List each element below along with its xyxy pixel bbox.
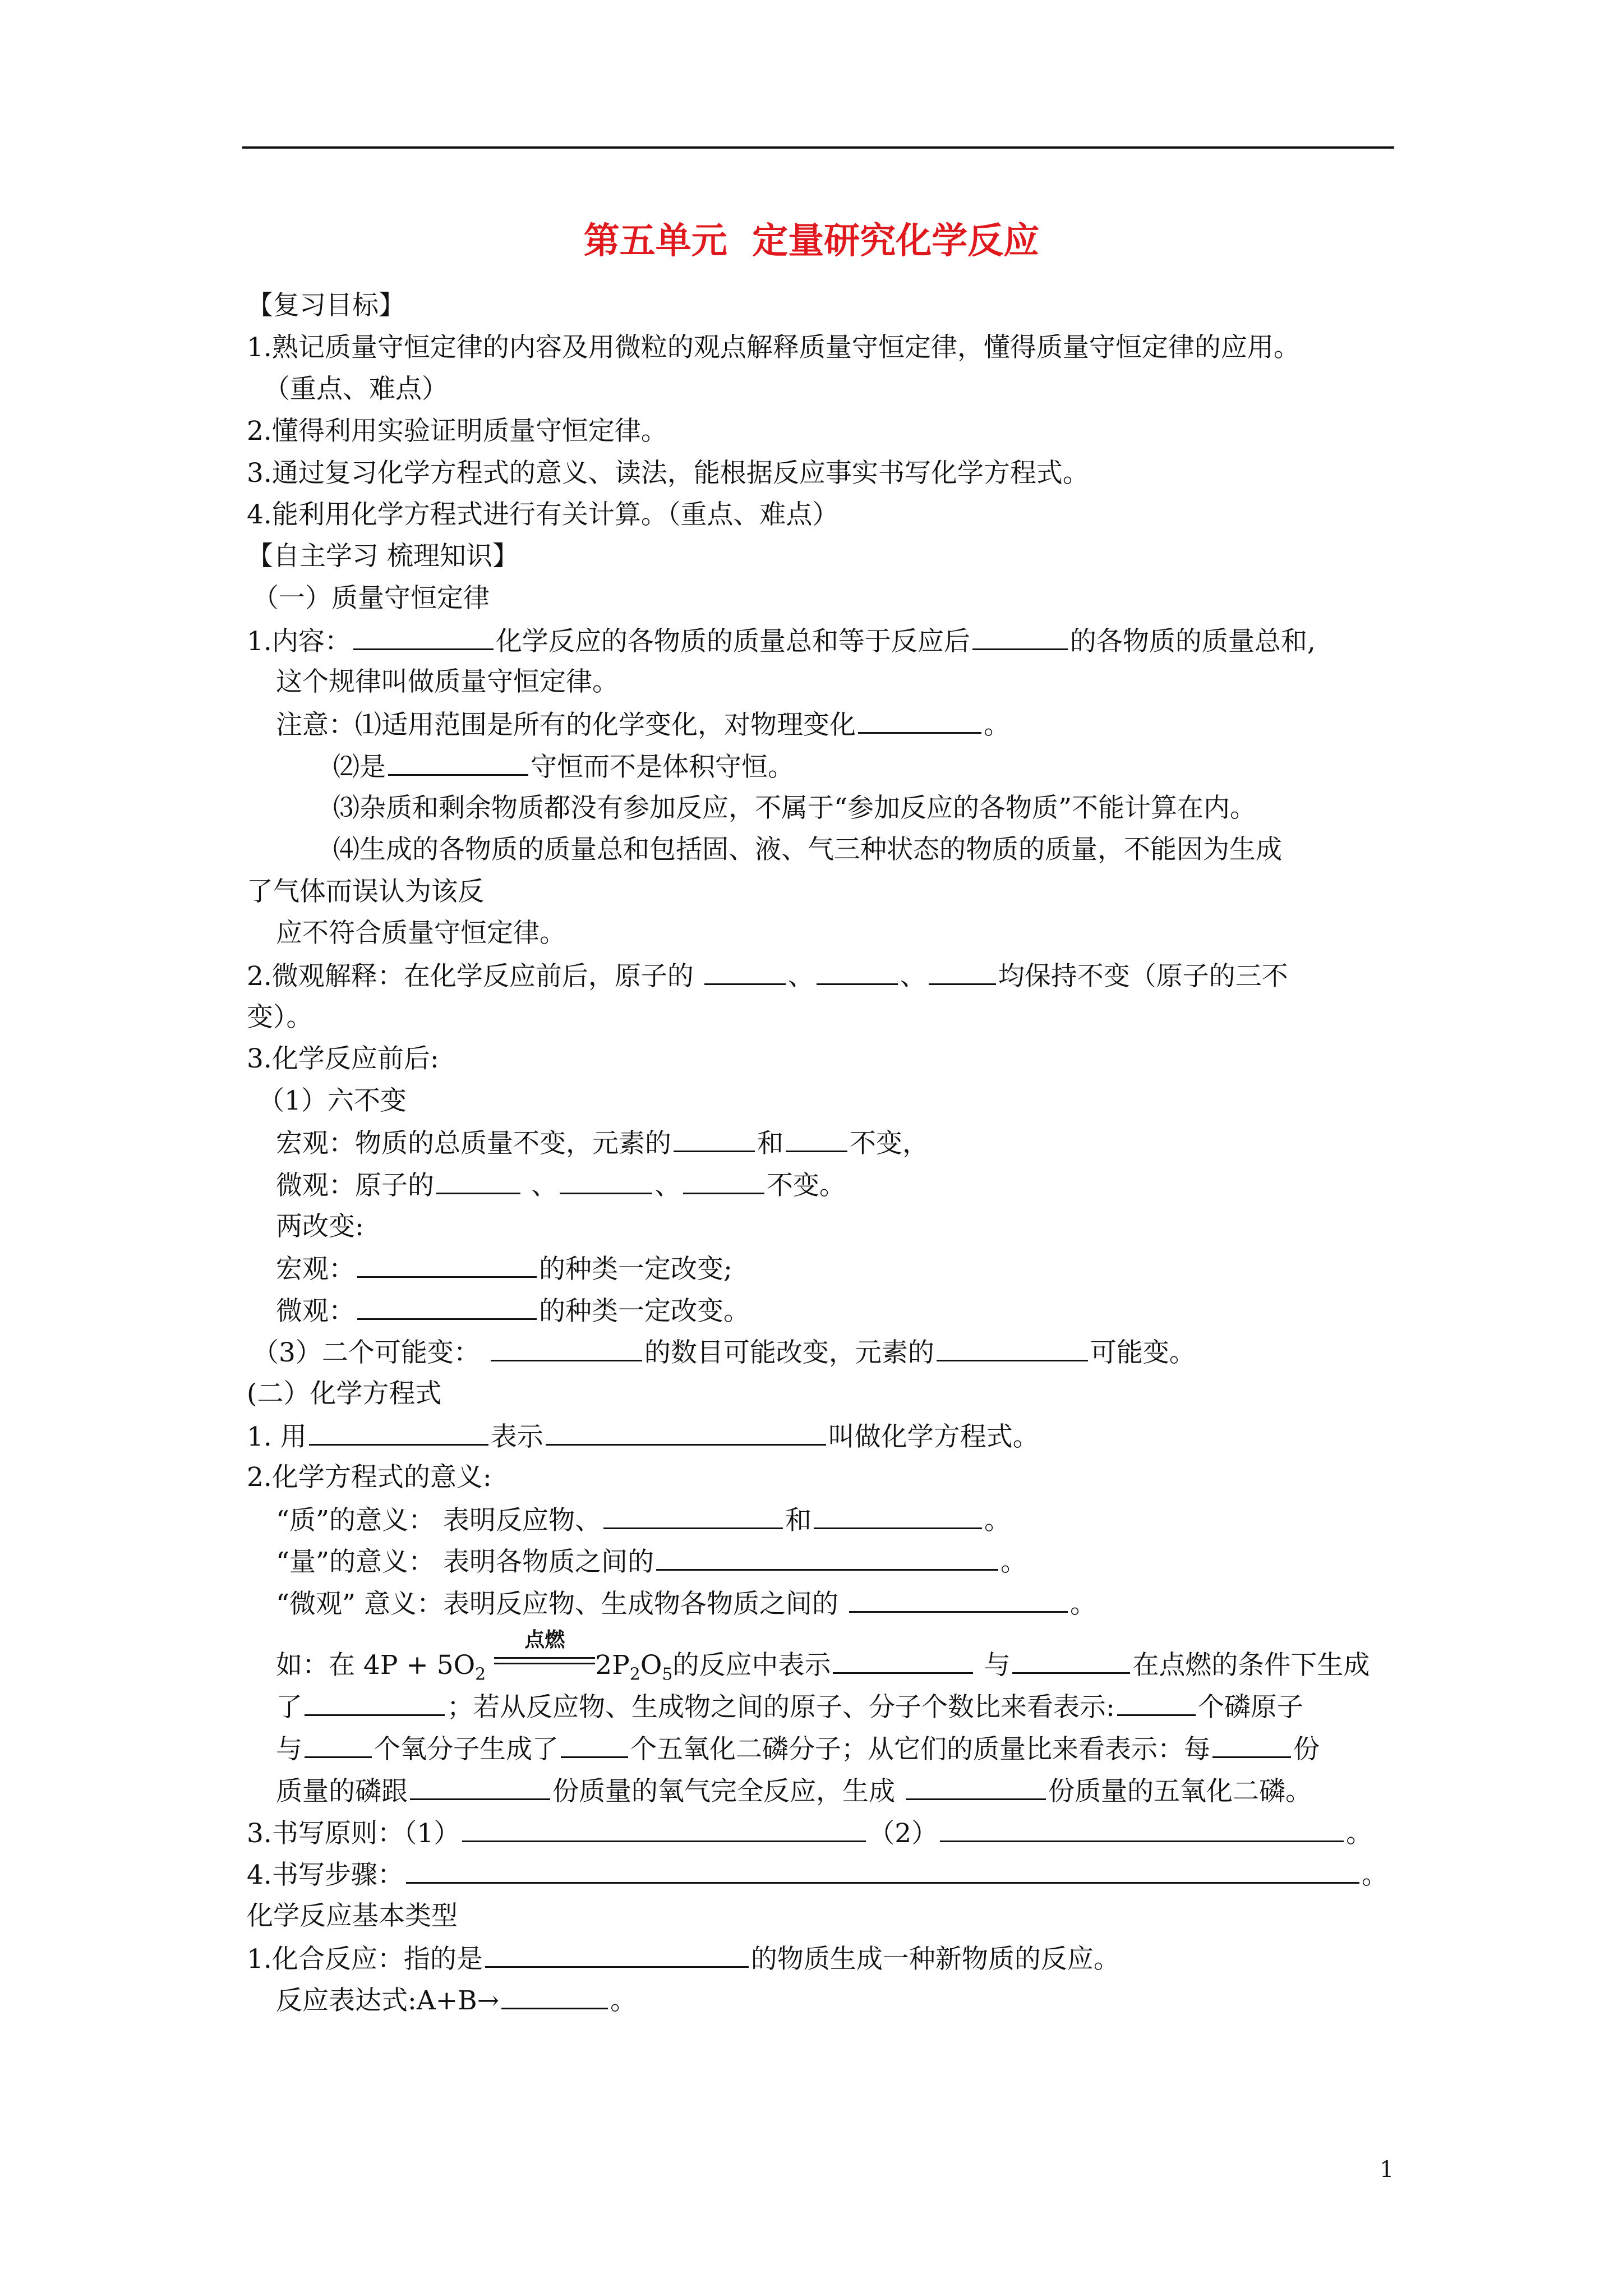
blank[interactable] xyxy=(436,1167,520,1194)
note-4: ⑷生成的各物质的质量总和包括固、液、气三种状态的物质的质量，不能因为生成 xyxy=(333,834,1282,865)
example-line-2 xyxy=(276,1688,1303,1726)
meaning-text: “量”的意义： 表明各物质之间的 xyxy=(276,1547,654,1577)
principle-text: 3.书写原则：（1） xyxy=(247,1818,460,1849)
blank[interactable] xyxy=(940,1815,1344,1842)
self-study-heading: 【自主学习 梳理知识】 xyxy=(247,541,519,572)
content-line-2: 这个规律叫做质量守恒定律。 xyxy=(276,666,619,697)
blank[interactable] xyxy=(849,1585,1068,1613)
blank[interactable] xyxy=(462,1815,866,1842)
blank[interactable] xyxy=(814,1502,982,1529)
page-title: 第五单元 定量研究化学反应 xyxy=(583,220,1040,262)
note-text: ⑵是 xyxy=(333,752,386,783)
two-changes: 两改变: xyxy=(276,1211,364,1242)
arrow-line xyxy=(494,1663,595,1664)
may-change-text: 的数目可能改变，元素的 xyxy=(644,1337,934,1368)
blank[interactable] xyxy=(485,1940,749,1968)
note-4-cont2: 应不符合质量守恒定律。 xyxy=(276,918,566,949)
blank[interactable] xyxy=(786,1125,847,1152)
example-text: 个五氧化二磷分子；从它们的质量比来看表示：每 xyxy=(630,1734,1210,1765)
arrow-line xyxy=(494,1657,595,1659)
blank[interactable] xyxy=(817,958,898,985)
separator: 、 xyxy=(787,961,814,992)
blank[interactable] xyxy=(546,1418,826,1446)
meaning-text: 。 xyxy=(1069,1589,1096,1619)
example-text: 如：在 4P + 5O xyxy=(276,1650,476,1681)
separator: 、 xyxy=(900,961,926,992)
example-text: 份 xyxy=(1293,1734,1320,1765)
example-text: 2P xyxy=(595,1650,630,1681)
expression-text: 。 xyxy=(610,1985,637,2016)
example-text: 个氧分子生成了 xyxy=(374,1734,559,1765)
example-text: 与 xyxy=(276,1734,302,1765)
micro-text: 均保持不变（原子的三不 xyxy=(998,961,1288,992)
example-line-3 xyxy=(276,1731,1320,1768)
equation-meaning-heading: 2.化学方程式的意义: xyxy=(247,1462,492,1493)
micro-changed xyxy=(276,1292,750,1329)
subscript: 5 xyxy=(662,1664,673,1685)
example-line-4 xyxy=(276,1773,1312,1810)
six-unchanged: （1）六不变 xyxy=(258,1085,407,1116)
note-text: 守恒而不是体积守恒。 xyxy=(531,752,794,783)
content-text: 的各物质的质量总和, xyxy=(1069,626,1316,657)
macro-text: 不变， xyxy=(850,1128,929,1159)
blank[interactable] xyxy=(501,1982,608,2009)
macro-unchanged xyxy=(276,1125,929,1162)
separator: 、 xyxy=(531,1170,557,1201)
blank[interactable] xyxy=(833,1646,973,1674)
reaction-arrow xyxy=(494,1628,595,1674)
content-line-1 xyxy=(247,623,1316,660)
note-4-cont: 了气体而误认为该反 xyxy=(247,876,484,907)
meaning-text: 。 xyxy=(984,1505,1011,1536)
blank[interactable] xyxy=(972,623,1068,650)
blank[interactable] xyxy=(491,1334,642,1361)
principle-text: 。 xyxy=(1346,1818,1373,1849)
blank[interactable] xyxy=(1212,1731,1291,1758)
eq-text: 叫做化学方程式。 xyxy=(828,1421,1039,1452)
content-label: 1.内容： xyxy=(247,626,351,657)
blank[interactable] xyxy=(858,706,981,734)
blank[interactable] xyxy=(1117,1688,1196,1716)
note-3: ⑶杂质和剩余物质都没有参加反应，不属于“参加反应的各物质”不能计算在内。 xyxy=(333,793,1257,823)
meaning-micro xyxy=(276,1585,1096,1622)
note-1 xyxy=(276,706,1010,743)
blank[interactable] xyxy=(309,1418,488,1446)
objective-3: 3.通过复习化学方程式的意义、读法，能根据反应事实书写化学方程式。 xyxy=(247,458,1089,489)
section-equations: (二）化学方程式 xyxy=(247,1378,442,1409)
writing-principles xyxy=(247,1815,1372,1852)
example-text: 个磷原子 xyxy=(1197,1692,1303,1723)
blank[interactable] xyxy=(704,958,786,985)
example-text: 份质量的氧气完全反应，生成 xyxy=(552,1776,895,1807)
example-text: 的反应中表示 xyxy=(672,1650,831,1681)
blank[interactable] xyxy=(674,1125,755,1152)
header-rule xyxy=(242,146,1394,149)
eq-text: 表示 xyxy=(490,1421,543,1452)
meaning-text: 和 xyxy=(785,1505,811,1536)
objective-1: 1.熟记质量守恒定律的内容及用微粒的观点解释质量守恒定律，懂得质量守恒定律的应用。 xyxy=(247,332,1300,363)
blank[interactable] xyxy=(603,1502,783,1529)
note-text: 注意：⑴适用范围是所有的化学变化，对物理变化 xyxy=(276,710,856,740)
writing-steps xyxy=(247,1856,1388,1893)
micro-text: 2.微观解释：在化学反应前后，原子的 xyxy=(247,961,694,992)
page-number: 1 xyxy=(1380,2157,1394,2183)
micro-text: 微观： xyxy=(276,1296,355,1327)
blank[interactable] xyxy=(929,958,996,985)
blank[interactable] xyxy=(656,1543,998,1571)
note-2 xyxy=(333,748,794,785)
meaning-text: “质”的意义： 表明反应物、 xyxy=(276,1505,601,1536)
section-mass-conservation: （一）质量守恒定律 xyxy=(252,583,490,614)
eq-text: 1. 用 xyxy=(247,1421,307,1452)
macro-text: 和 xyxy=(757,1128,783,1159)
objective-4: 4.能利用化学方程式进行有关计算。（重点、难点） xyxy=(247,499,839,530)
meaning-quantity xyxy=(276,1543,1027,1580)
objective-1-note: （重点、难点） xyxy=(264,374,448,404)
micro-text: 不变。 xyxy=(766,1170,846,1201)
micro-explanation xyxy=(247,958,1288,995)
blank[interactable] xyxy=(906,1773,1046,1800)
blank[interactable] xyxy=(937,1334,1088,1361)
blank[interactable] xyxy=(561,1731,628,1758)
combination-reaction xyxy=(247,1940,1120,1977)
blank[interactable] xyxy=(406,1856,1359,1884)
combination-expression xyxy=(276,1982,637,2019)
blank[interactable] xyxy=(353,623,494,650)
example-text: 与 xyxy=(984,1650,1011,1681)
macro-text: 的种类一定改变; xyxy=(539,1254,732,1285)
blank[interactable] xyxy=(683,1167,764,1194)
condition-label: 点燃 xyxy=(524,1628,565,1651)
meaning-text: “微观” 意义：表明反应物、生成物各物质之间的 xyxy=(276,1589,838,1619)
equation-definition xyxy=(247,1418,1039,1455)
example-text: ；若从反应物、生成物之间的原子、分子个数比来看表示: xyxy=(447,1692,1115,1723)
example-text: 质量的磷跟 xyxy=(276,1776,408,1807)
meaning-text: 。 xyxy=(1000,1547,1027,1577)
blank[interactable] xyxy=(388,748,528,776)
blank[interactable] xyxy=(305,1731,372,1758)
micro-text: 的种类一定改变。 xyxy=(539,1296,750,1327)
blank[interactable] xyxy=(357,1250,537,1278)
principle-text: （2） xyxy=(868,1818,938,1849)
separator: 、 xyxy=(654,1170,681,1201)
note-text: 。 xyxy=(984,710,1010,740)
macro-changed xyxy=(276,1250,732,1287)
meaning-quality xyxy=(276,1502,1011,1539)
subscript: 2 xyxy=(629,1664,640,1685)
may-change-text: （3）二个可能变： xyxy=(252,1337,480,1368)
example-text: 份质量的五氧化二磷。 xyxy=(1048,1776,1312,1807)
example-text: 了 xyxy=(276,1692,302,1723)
reaction-types-heading: 化学反应基本类型 xyxy=(247,1901,458,1931)
micro-unchanged xyxy=(276,1167,846,1204)
steps-text: 4.书写步骤： xyxy=(247,1860,404,1890)
blank[interactable] xyxy=(1012,1646,1130,1674)
blank[interactable] xyxy=(357,1292,537,1320)
steps-text: 。 xyxy=(1361,1860,1388,1890)
subscript: 2 xyxy=(475,1664,486,1685)
may-change xyxy=(252,1334,1196,1371)
blank[interactable] xyxy=(560,1167,652,1194)
macro-text: 宏观： xyxy=(276,1254,355,1285)
micro-explanation-cont: 变）。 xyxy=(247,1002,313,1033)
before-after-heading: 3.化学反应前后: xyxy=(247,1043,439,1074)
example-text: O xyxy=(640,1650,662,1681)
objective-2: 2.懂得利用实验证明质量守恒定律。 xyxy=(247,416,667,447)
content-text: 化学反应的各物质的质量总和等于反应后 xyxy=(495,626,970,657)
micro-text: 微观：原子的 xyxy=(276,1170,434,1201)
expression-text: 反应表达式:A+B→ xyxy=(276,1985,500,2016)
reaction-text: 的物质生成一种新物质的反应。 xyxy=(750,1944,1120,1975)
reaction-text: 1.化合反应：指的是 xyxy=(247,1944,483,1975)
example-text: 在点燃的条件下生成 xyxy=(1132,1650,1370,1681)
objectives-heading: 【复习目标】 xyxy=(247,290,405,321)
blank[interactable] xyxy=(410,1773,550,1800)
example-line-1 xyxy=(276,1628,1370,1692)
may-change-text: 可能变。 xyxy=(1090,1337,1196,1368)
blank[interactable] xyxy=(305,1688,445,1716)
macro-text: 宏观：物质的总质量不变，元素的 xyxy=(276,1128,671,1159)
